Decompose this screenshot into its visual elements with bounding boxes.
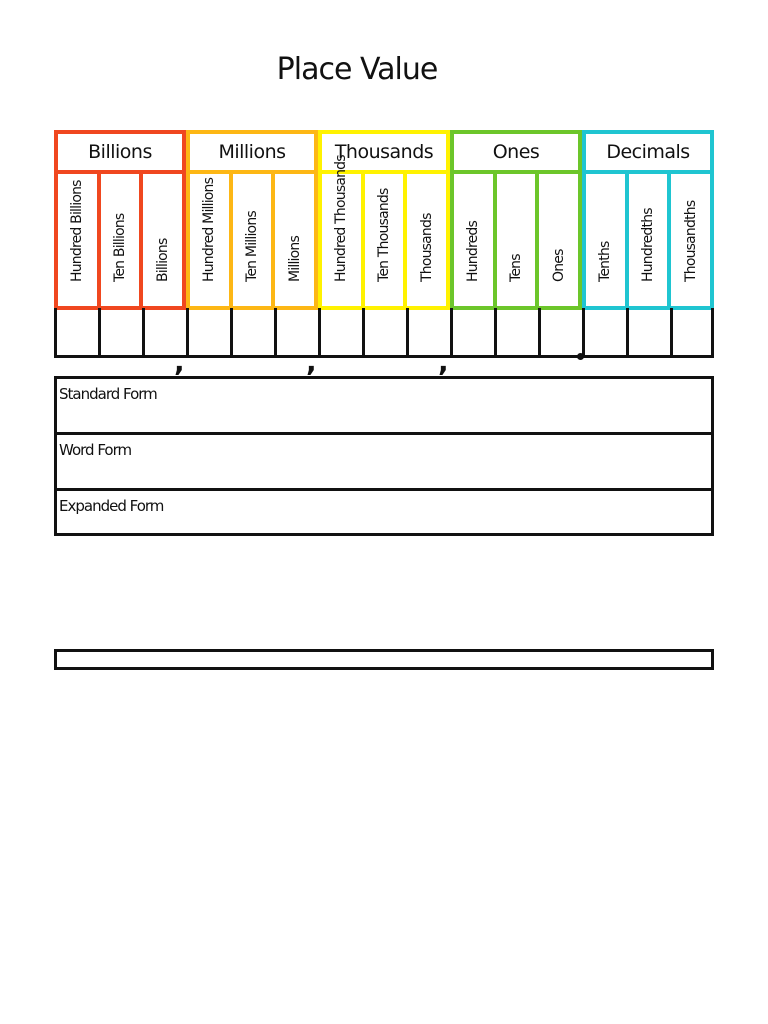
digit-cell[interactable] — [365, 308, 406, 355]
digit-row-baseline — [54, 355, 714, 358]
place-name-label: Thousands — [418, 213, 435, 282]
place-column — [667, 174, 710, 306]
digit-cell[interactable] — [453, 308, 494, 355]
place-column — [97, 174, 140, 306]
place-name-label: Hundred Billions — [69, 180, 86, 282]
digit-cell[interactable] — [101, 308, 142, 355]
place-name-label: Ones — [550, 249, 567, 282]
period-group-millions — [186, 130, 318, 310]
place-column — [229, 174, 272, 306]
period-header: Decimals — [586, 134, 710, 174]
digit-cell[interactable] — [233, 308, 274, 355]
digit-cell[interactable] — [673, 308, 714, 355]
period-header: Millions — [190, 134, 314, 174]
digit-entry-row — [54, 308, 714, 358]
period-group-decimals — [582, 130, 714, 310]
place-name-label: Tens — [508, 254, 524, 282]
period-group-ones — [450, 130, 582, 310]
comma-separator: , — [174, 345, 185, 378]
place-column — [586, 174, 625, 306]
place-column — [361, 174, 404, 306]
decimal-point — [577, 353, 584, 360]
period-header: Billions — [58, 134, 182, 174]
digit-cell[interactable] — [321, 308, 362, 355]
place-name-label: Hundredths — [640, 208, 656, 282]
place-name-label: Billions — [154, 238, 171, 282]
place-column — [535, 174, 578, 306]
comma-separator: , — [306, 345, 317, 378]
standard-form-row[interactable] — [57, 379, 711, 435]
place-column — [271, 174, 314, 306]
period-header: Thousands — [322, 134, 446, 174]
place-column — [454, 174, 493, 306]
place-name-label: Hundreds — [465, 220, 482, 282]
word-form-label: Word Form — [59, 441, 132, 459]
digit-cell[interactable] — [541, 308, 582, 355]
word-form-row[interactable] — [57, 435, 711, 491]
expanded-form-label: Expanded Form — [59, 497, 164, 515]
page-title: Place Value — [276, 52, 438, 87]
place-column — [403, 174, 446, 306]
place-column — [190, 174, 229, 306]
place-name-label: Ten Thousands — [376, 188, 392, 282]
digit-cell[interactable] — [189, 308, 230, 355]
place-name-label: Tenths — [597, 241, 614, 282]
digit-cell[interactable] — [497, 308, 538, 355]
place-name-label: Hundred Thousands — [333, 155, 350, 282]
standard-form-label: Standard Form — [59, 385, 157, 403]
answer-bar[interactable] — [54, 649, 714, 670]
place-name-label: Thousandths — [682, 200, 699, 282]
expanded-form-row[interactable] — [57, 491, 711, 533]
place-name-label: Ten Millions — [244, 211, 260, 282]
digit-cell[interactable] — [57, 308, 98, 355]
place-column — [322, 155, 361, 306]
period-group-thousands — [318, 130, 450, 310]
number-forms-table — [54, 376, 714, 536]
digit-cell[interactable] — [585, 308, 626, 355]
period-header: Ones — [454, 134, 578, 174]
place-name-label: Hundred Millions — [201, 177, 218, 282]
place-column — [493, 174, 536, 306]
place-column — [58, 174, 97, 306]
comma-separator: , — [438, 345, 449, 378]
period-group-billions — [54, 130, 186, 310]
place-name-label: Ten Billions — [112, 213, 128, 282]
digit-cell[interactable] — [629, 308, 670, 355]
place-column — [625, 174, 668, 306]
place-column — [139, 174, 182, 306]
place-name-label: Millions — [286, 236, 303, 282]
